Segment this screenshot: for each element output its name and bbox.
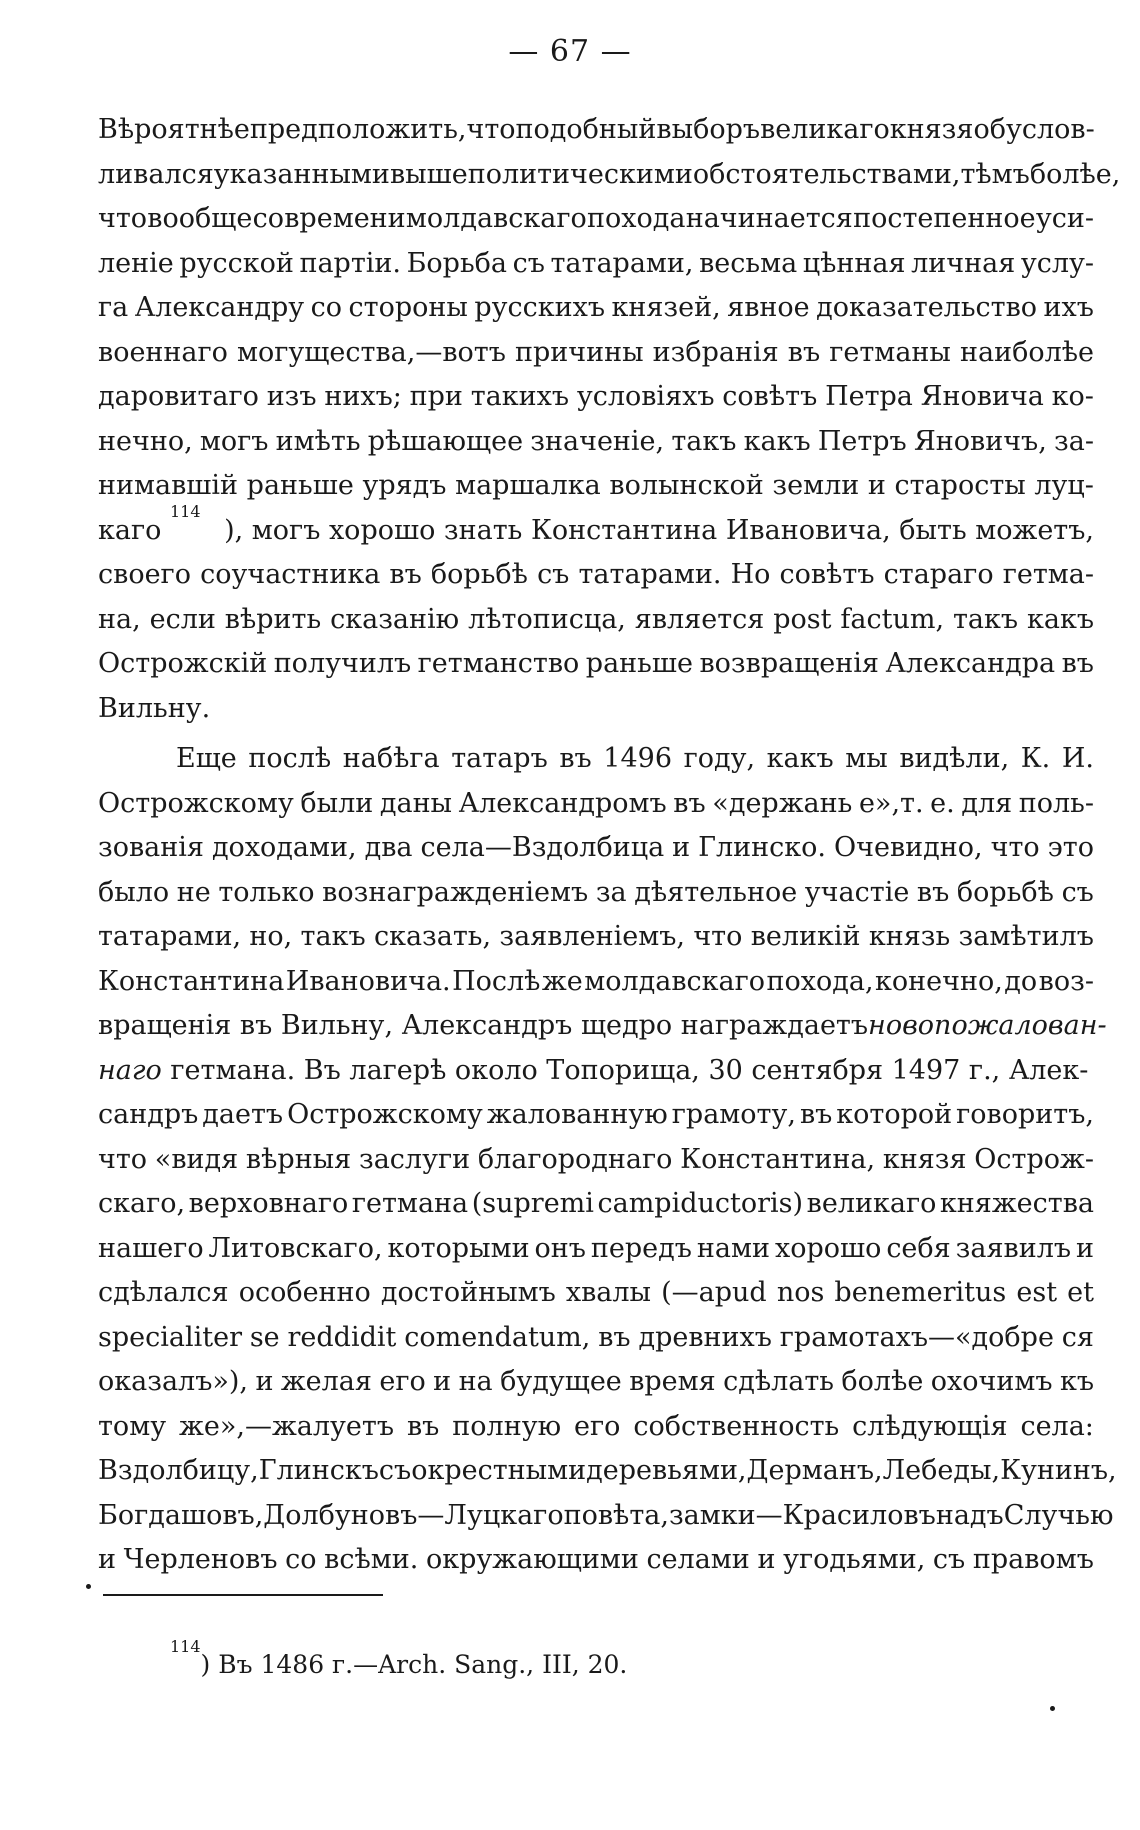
text-line: Еще послѣ набѣга татаръ въ 1496 году, какъ мы видѣли, К. И. (176, 743, 1094, 774)
text-line: татарами, но, такъ сказать, заявленіемъ, что великій князь замѣтилъ (98, 921, 1094, 952)
text-line: га Александру со стороны русскихъ князей, явное доказательство ихъ (98, 292, 1094, 323)
text-line: на, если вѣрить сказанію лѣтописца, является post factum, такъ какъ (98, 603, 1094, 635)
paragraph-2-lines-b (98, 1093, 1117, 1583)
paragraph-1 (98, 108, 1121, 731)
line-fragment (98, 501, 201, 554)
text-line: Острожскому были даны Александромъ въ «держань е»,т. е. для поль- (98, 787, 1094, 819)
text-line: что «видя вѣрныя заслуги благороднаго Константина, князя Острож- (98, 1143, 1094, 1175)
text-line: сандръ даетъ Острожскому жалованную грамоту, въ которой говоритъ, (98, 1099, 1094, 1130)
text-line: нечно, могъ имѣть рѣшающее значеніе, такъ какъ Петръ Яновичъ, за- (98, 425, 1094, 457)
text-line: было не только вознагражденіемъ за дѣятельное участіе въ борьбѣ съ (98, 876, 1094, 908)
paragraph-1-lines (98, 108, 1121, 509)
text-line: сдѣлался особенно достойнымъ хвалы (—apud nos benemeritus est et (98, 1277, 1094, 1308)
italic-term: наго (98, 1054, 162, 1086)
text-line: скаго, верховнаго гетмана (supremi campiductoris) великаго княжества (98, 1188, 1094, 1219)
italic-term: новопожалован- (868, 1010, 1107, 1041)
text-line: Острожскій получилъ гетманство раньше возвращенія Александра въ (98, 648, 1094, 679)
text-line: леніе русской партіи. Борьба съ татарами, весьма цѣнная личная услу- (98, 247, 1094, 279)
footnote-reference[interactable]: 114 (169, 501, 201, 521)
text-line: зованія доходами, два села—Вздолбица и Глинско. Очевидно, что это (98, 832, 1094, 863)
paragraph-2-lines-a (98, 737, 1094, 1004)
text-line-last: Вильну. (98, 692, 211, 724)
text-line: Вздолбицу, Глинскъ съ окрестными деревьями, Дерманъ, Лебеды, Кунинъ, (98, 1455, 1117, 1486)
line-continuation: гетмана. Въ лагерѣ около Топорища, 30 сентября 1497 г., Алек- (170, 1054, 1089, 1086)
text-line: даровитаго изъ нихъ; при такихъ условіяхъ совѣтъ Петра Яновича ко- (98, 381, 1094, 412)
text-line: ливался указанными выше политическими обстоятельствами, тѣмъ болѣе, (98, 158, 1121, 190)
text-line: оказалъ»), и желая его и на будущее время сдѣлать болѣе охочимъ къ (98, 1366, 1094, 1397)
line-start: каго (98, 514, 162, 546)
text-line: Богдашовъ, Долбуновъ—Луцкаго повѣта, замки—Красиловъ надъ Случью (98, 1499, 1114, 1531)
paragraph-1-rest (98, 553, 1094, 687)
text-line: Вѣроятнѣе предположить, что подобный выборъ великаго князя обуслов- (98, 114, 1095, 145)
print-speck (1050, 1706, 1055, 1711)
text-line: specialiter se reddidit comendatum, въ древнихъ грамотахъ—«добре ся (98, 1321, 1094, 1353)
text-line: своего соучастника въ борьбѣ съ татарами. Но совѣтъ стараго гетма- (98, 559, 1094, 590)
footnote-number: 114 (170, 1636, 201, 1656)
text-line (98, 501, 1094, 554)
text-line (98, 1049, 1094, 1094)
footnote-text: ) Въ 1486 г.—Arch. Sang., III, 20. (200, 1650, 628, 1679)
line-end: ), могъ хорошо знать Константина Ивановича, быть можетъ, (224, 514, 1094, 546)
text-line: что вообще со времени молдавскаго похода начинается постепенное уси- (98, 203, 1094, 234)
page-number: — 67 — (508, 34, 632, 69)
footnote-separator (103, 1594, 383, 1596)
text-line (98, 1004, 1107, 1049)
paragraph-2 (98, 737, 1117, 1583)
footnote (170, 1636, 628, 1679)
body-text (98, 108, 1121, 1583)
text-line: нашего Литовскаго, которыми онъ передъ нами хорошо себя заявилъ и (98, 1232, 1094, 1264)
line-start: вращенія въ Вильну, Александръ щедро награждаетъ (98, 1010, 869, 1041)
text-line: Константина Ивановича. Послѣ же молдавскаго похода, конечно, до воз- (98, 965, 1094, 997)
line-fragment (98, 1049, 1088, 1094)
text-line: тому же»,—жалуетъ въ полную его собственность слѣдующія села: (98, 1410, 1094, 1442)
text-line: военнаго могущества,—вотъ причины избранія въ гетманы наиболѣе (98, 336, 1094, 368)
text-line: и Черленовъ со всѣми. окружающими селами и угодьями, съ правомъ (98, 1544, 1094, 1575)
print-speck (86, 1584, 91, 1589)
text-line: нимавшій раньше урядъ маршалка волынской земли и старосты луц- (98, 470, 1094, 501)
